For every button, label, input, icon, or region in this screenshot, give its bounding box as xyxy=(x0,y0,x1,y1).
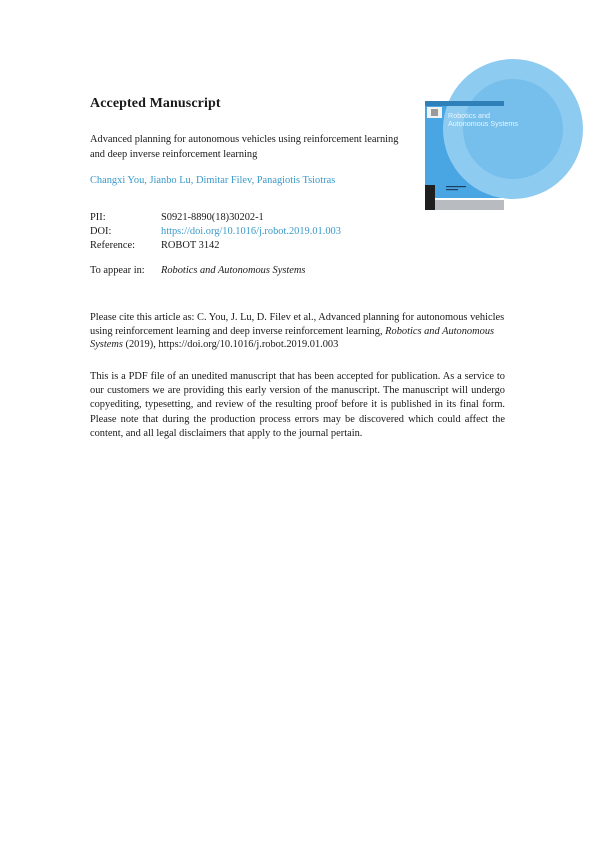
citation-suffix: (2019), https://doi.org/10.1016/j.robot.2019.01.003 xyxy=(122,339,339,351)
journal-name: Robotics and Autonomous Systems xyxy=(161,265,306,276)
author-separator: , xyxy=(144,175,150,186)
cover-journal-name xyxy=(448,112,518,127)
cover-small-print-2 xyxy=(446,189,458,190)
meta-label-appear: To appear in: xyxy=(90,265,145,276)
cover-white-bar xyxy=(435,198,504,200)
cover-gray-bar xyxy=(435,200,504,210)
meta-row-pii xyxy=(90,211,341,225)
citation-paragraph xyxy=(90,311,510,352)
appear-in-row xyxy=(90,264,305,278)
meta-row-doi xyxy=(90,225,341,239)
author-separator: , xyxy=(251,175,257,186)
cover-top-bar xyxy=(425,101,504,106)
page-title: Accepted Manuscript xyxy=(90,96,221,111)
meta-value-pii: S0921-8890(18)30202-1 xyxy=(161,212,264,223)
meta-value-reference: ROBOT 3142 xyxy=(161,240,220,251)
cover-journal-name-line-2: Autonomous Systems xyxy=(448,118,518,128)
meta-label-doi: DOI: xyxy=(90,226,112,237)
author-separator: , xyxy=(190,175,196,186)
article-title-line-1: Advanced planning for autonomous vehicles using reinforcement learning xyxy=(90,134,399,145)
doi-link[interactable]: https://doi.org/10.1016/j.robot.2019.01.003 xyxy=(161,226,341,237)
elsevier-logo-tree xyxy=(431,109,438,116)
article-title-line-2: and deep inverse reinforcement learning xyxy=(90,149,258,160)
cover-dark-block xyxy=(425,185,435,210)
meta-row-reference xyxy=(90,239,341,253)
cover-journal-name-line-1: Robotics and xyxy=(448,111,490,120)
article-title xyxy=(90,132,408,162)
cover-small-print-1 xyxy=(446,186,466,187)
author-link[interactable]: Panagiotis Tsiotras xyxy=(256,175,336,186)
citation-prefix: Please cite this article as: C. You, J. Lu, D. Filev et al., Advanced planning for autonomous vehicles using reinforcement learning and deep inverse reinforcement learning, xyxy=(90,312,505,337)
author-link[interactable]: Jianbo Lu xyxy=(149,175,191,186)
metadata-table xyxy=(90,211,341,253)
author-link[interactable]: Changxi You xyxy=(90,175,145,186)
cover-inner-arc xyxy=(463,79,563,179)
meta-label-pii: PII: xyxy=(90,212,106,223)
manuscript-notice: This is a PDF file of an unedited manuscript that has been accepted for publication. As a service to our customers we are providing this early version of the manuscript. The manuscript will undergo copyediting, typesetting, and review of the resulting proof before it is published in its final form. Please note that during the production process errors may be discovered which could affect the content, and all legal disclaimers that apply to the journal pertain. xyxy=(90,371,505,439)
author-link[interactable]: Dimitar Filev xyxy=(195,175,252,186)
journal-cover-image xyxy=(425,101,518,210)
citation-journal: Robotics and Autonomous Systems xyxy=(90,325,495,351)
author-list xyxy=(90,174,335,188)
meta-label-reference: Reference: xyxy=(90,240,135,251)
